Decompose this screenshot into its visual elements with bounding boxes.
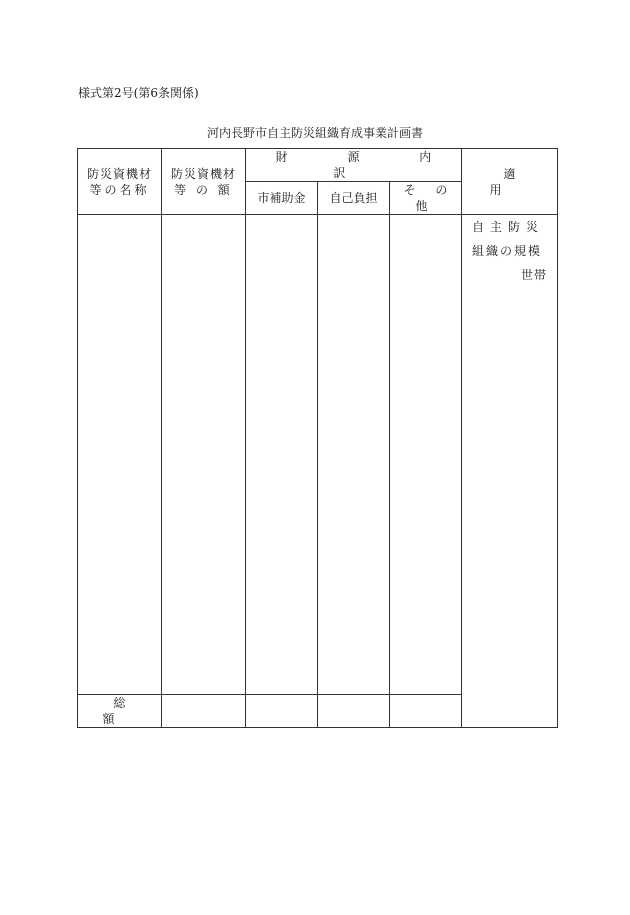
total-label: 総 額 <box>102 696 148 726</box>
remarks-line-households: 世帯 <box>520 268 547 282</box>
body-cell-funding-other[interactable] <box>390 215 462 695</box>
header-funding-breakdown-label: 財 源 内 訳 <box>275 150 460 180</box>
header-equipment-amount-line1: 防災資機材 <box>170 166 236 181</box>
header-remarks <box>462 149 558 215</box>
body-cell-equipment-name[interactable] <box>78 215 162 695</box>
body-row <box>78 215 558 695</box>
plan-table <box>77 148 558 728</box>
header-funding-self-label: 自己負担 <box>329 191 378 205</box>
total-cell-funding-self[interactable] <box>318 695 390 728</box>
total-label-cell <box>78 695 162 728</box>
header-funding-city-label: 市補助金 <box>257 191 306 205</box>
header-funding-self <box>318 182 390 215</box>
header-remarks-label: 適 用 <box>489 166 544 197</box>
header-row-1 <box>78 149 558 182</box>
body-cell-funding-self[interactable] <box>318 215 390 695</box>
header-funding-other <box>390 182 462 215</box>
header-funding-city <box>246 182 318 215</box>
body-cell-remarks[interactable] <box>462 215 558 728</box>
remarks-line-scale: 組織の規模 <box>472 244 543 258</box>
form-number-label: 様式第2号(第6条関係) <box>78 86 199 100</box>
header-equipment-name-line1: 防災資機材 <box>86 166 152 181</box>
header-funding-breakdown <box>246 149 462 182</box>
total-cell-equipment-amount[interactable] <box>162 695 246 728</box>
header-funding-other-label: そ の 他 <box>403 183 456 213</box>
total-cell-funding-city[interactable] <box>246 695 318 728</box>
body-cell-funding-city[interactable] <box>246 215 318 695</box>
total-cell-funding-other[interactable] <box>390 695 462 728</box>
body-cell-equipment-amount[interactable] <box>162 215 246 695</box>
remarks-line-org: 自主防災 <box>472 220 545 234</box>
header-equipment-name-line2: 等の名称 <box>89 182 150 197</box>
header-equipment-amount <box>162 149 246 215</box>
document-title: 河内長野市自主防災組織育成事業計画書 <box>206 126 423 140</box>
header-equipment-amount-line2: 等 の 額 <box>174 182 233 197</box>
header-equipment-name <box>78 149 162 215</box>
